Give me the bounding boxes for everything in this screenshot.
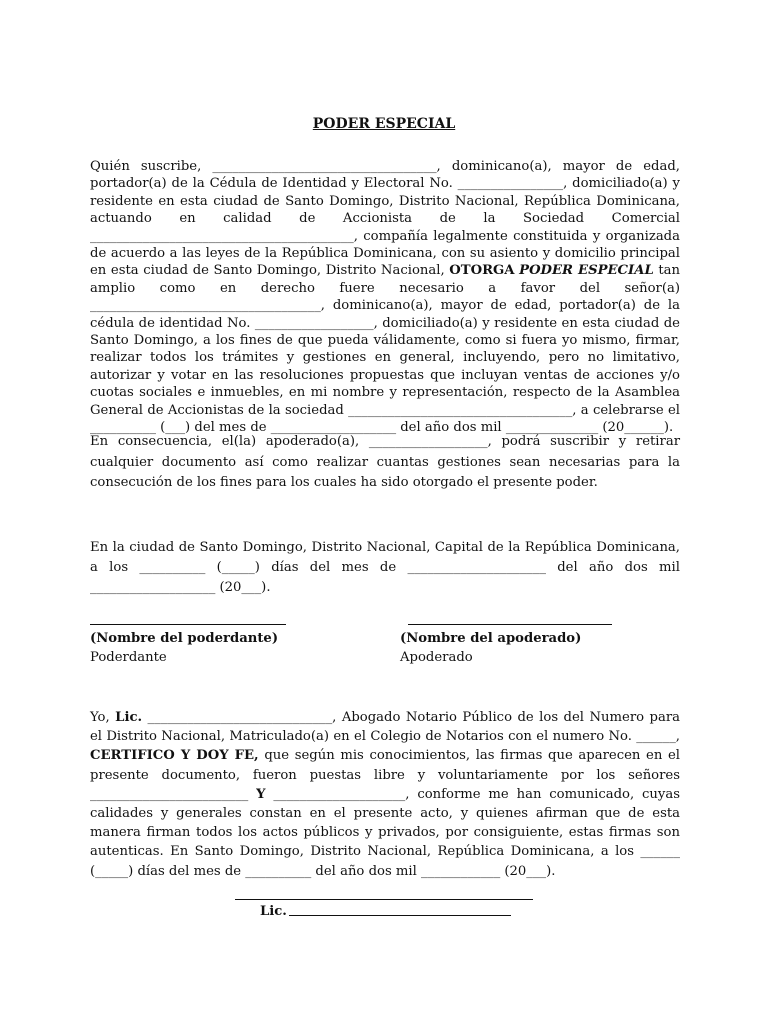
- notary-signature: [260, 904, 511, 919]
- paragraph1-text-b: tan amplio como en derecho fuere necesario a favor del señor(a) ___________________________________, dominicano(a), mayor de edad, portador(a) de la cédula de identidad No. __________________, domiciliado(a) y residente en esta ciudad de Santo Domingo, a los fines de que pueda válidamente, como si fuera yo mismo, firmar, realizar todos los trámites y gestiones en general, incluyendo, pero no limitativo, autorizar y votar en las resoluciones propuestas que incluyan ventas de acciones y/o cuotas sociales e inmuebles, en mi nombre y representación, respecto de la Asamblea General de Accionistas de la sociedad __________________________________, a celebrarse el __________ (___) del mes de ___________________ del año dos mil ______________ (20______).: [90, 263, 681, 436]
- poderdante-role: Poderdante: [90, 650, 167, 665]
- paragraph-consecuencia: En consecuencia, el(la) apoderado(a), __________________, podrá suscribir y retirar cualquier documento así como realizar cuantas gestiones sean necesarias para la consecución de los fines para los cuales ha sido otorgado el presente poder.: [90, 434, 680, 490]
- notary-lic-label: Lic.: [115, 710, 143, 725]
- certifico-text: CERTIFICO Y DOY FE,: [90, 748, 259, 764]
- apoderado-name: (Nombre del apoderado): [400, 631, 582, 646]
- poderdante-name: (Nombre del poderdante): [90, 631, 279, 646]
- notary-text-b: que según mis conocimientos, las firmas que aparecen en el presente documento, fueron puestas libre y voluntariamente por los señores ________________________: [90, 748, 680, 802]
- signature-poderdante: [90, 624, 290, 667]
- notary-text-c: ____________________, conforme me han comunicado, cuyas calidades y generales constan en el presente acto, y quienes afirman que de esta manera firman todos los actos públicos y privados, por consiguiente, estas firmas son autenticas. En Santo Domingo, Distrito Nacional, República Dominicana, a los ______ (_____) días del mes de __________ del año dos mil ____________ (20___).: [90, 786, 680, 879]
- paragraph-otorgamiento: [90, 158, 680, 437]
- notary-text-a: ____________________________, Abogado Notario Público de los del Numero para el Distrito Nacional, Matriculado(a) en el Colegio de Notarios con el numero No. ______,: [90, 710, 680, 745]
- notary-signature-line: [235, 899, 533, 900]
- paragraph1-text-a: Quién suscribe, __________________________________, dominicano(a), mayor de edad, portador(a) de la Cédula de Identidad y Electoral No. ________________, domiciliado(a) y residente en esta ciudad de Santo Domingo, Distrito Nacional, República Dominicana, actuando en calidad de Accionista de la Sociedad Comercial ________________________________________, compañía legalmente constituida y organizada de acuerdo a las leyes de la República Dominicana, con su asiento y domicilio principal en esta ciudad de Santo Domingo, Distrito Nacional,: [90, 159, 680, 279]
- document-title: PODER ESPECIAL: [312, 116, 456, 132]
- notary-y-text: Y: [256, 786, 266, 802]
- otorga-text: OTORGA: [449, 263, 515, 279]
- signature-apoderado: [400, 624, 620, 667]
- apoderado-role: Apoderado: [400, 650, 473, 665]
- notary-yo: Yo,: [90, 710, 110, 725]
- poder-especial-text: PODER ESPECIAL: [519, 263, 654, 279]
- signature-line: [408, 624, 612, 625]
- notary-signature-blank: [289, 915, 511, 916]
- paragraph-fecha: En la ciudad de Santo Domingo, Distrito Nacional, Capital de la República Dominicana, a los __________ (_____) días del mes de _____________________ del año dos mil ___________________ (20___).: [90, 540, 680, 595]
- notary-signature-lic: Lic.: [260, 904, 287, 919]
- signature-line: [90, 624, 286, 625]
- paragraph-notario: [90, 708, 680, 881]
